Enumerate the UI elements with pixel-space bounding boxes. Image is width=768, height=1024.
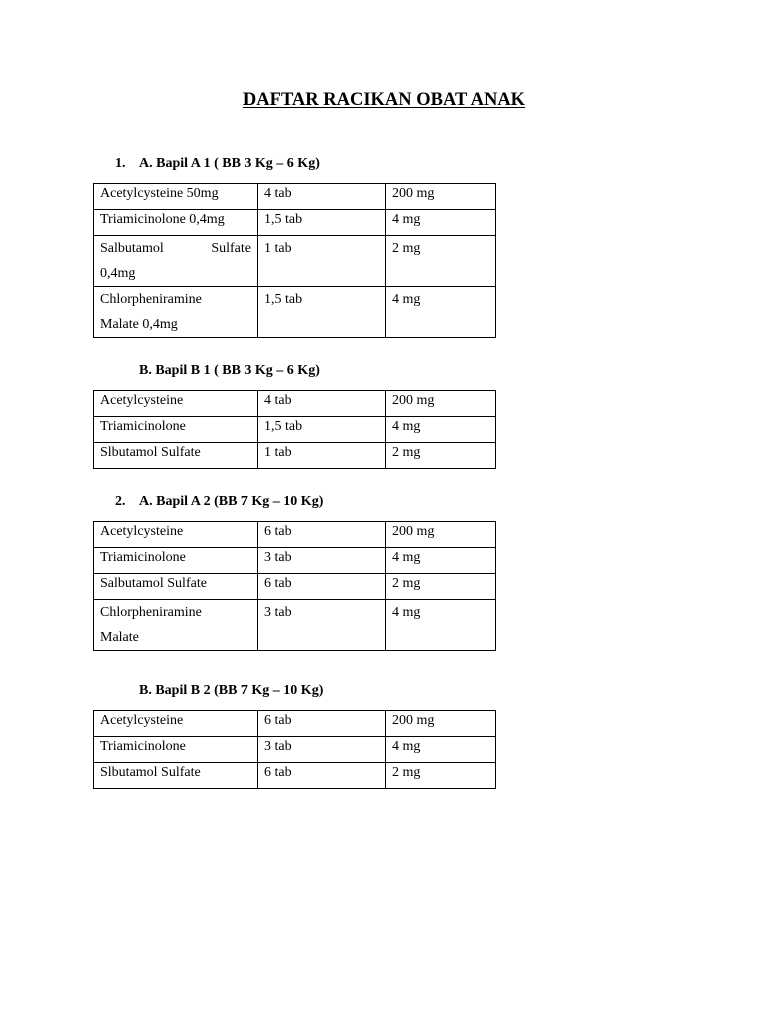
page-title: DAFTAR RACIKAN OBAT ANAK [242, 90, 526, 110]
dose-cell: 2 mg [386, 763, 496, 789]
drug-cell [94, 287, 258, 338]
section-number: 2. [115, 494, 126, 509]
dose-cell: 200 mg [386, 184, 496, 210]
dose-cell: 200 mg [386, 391, 496, 417]
dose-cell: 2 mg [386, 574, 496, 600]
drug-cell [94, 236, 258, 287]
drug-cell: Acetylcysteine [94, 711, 258, 737]
table-row [94, 574, 496, 600]
dose-cell: 2 mg [386, 236, 496, 287]
dose-cell: 4 mg [386, 210, 496, 236]
section-title: B. Bapil B 1 ( BB 3 Kg – 6 Kg) [139, 363, 320, 378]
dose-cell: 200 mg [386, 522, 496, 548]
drug-name-part: Chlorpheniramine [100, 605, 202, 620]
table-row [94, 548, 496, 574]
section-title: B. Bapil B 2 (BB 7 Kg – 10 Kg) [139, 683, 324, 698]
drug-cell: Acetylcysteine 50mg [94, 184, 258, 210]
drug-cell [94, 600, 258, 651]
drug-cell: Slbutamol Sulfate [94, 763, 258, 789]
dose-cell: 4 mg [386, 417, 496, 443]
section-title: A. Bapil A 1 ( BB 3 Kg – 6 Kg) [139, 156, 320, 171]
dose-cell: 2 mg [386, 443, 496, 469]
table-row [94, 417, 496, 443]
table-row [94, 711, 496, 737]
quantity-cell: 1 tab [258, 443, 386, 469]
drug-name-part: Chlorpheniramine [100, 292, 202, 307]
quantity-cell: 1,5 tab [258, 287, 386, 338]
drug-cell: Slbutamol Sulfate [94, 443, 258, 469]
drug-cell: Triamicinolone [94, 548, 258, 574]
dose-cell: 200 mg [386, 711, 496, 737]
quantity-cell: 6 tab [258, 763, 386, 789]
drug-cell: Triamicinolone [94, 417, 258, 443]
dose-cell: 4 mg [386, 600, 496, 651]
drug-name-part: Salbutamol [100, 241, 164, 256]
table-row [94, 391, 496, 417]
recipe-table-b2 [93, 710, 496, 789]
section-title: A. Bapil A 2 (BB 7 Kg – 10 Kg) [139, 494, 324, 509]
recipe-table-a2 [93, 521, 496, 651]
quantity-cell: 6 tab [258, 711, 386, 737]
drug-name-part: 0,4mg [100, 266, 136, 281]
section-number: 1. [115, 156, 126, 171]
table-row [94, 443, 496, 469]
drug-name-part: Sulfate [211, 241, 251, 256]
quantity-cell: 1 tab [258, 236, 386, 287]
quantity-cell: 3 tab [258, 600, 386, 651]
table-row [94, 287, 496, 338]
recipe-table-a1 [93, 183, 496, 338]
drug-cell: Triamicinolone 0,4mg [94, 210, 258, 236]
table-row [94, 236, 496, 287]
quantity-cell: 3 tab [258, 737, 386, 763]
dose-cell: 4 mg [386, 287, 496, 338]
drug-cell: Acetylcysteine [94, 391, 258, 417]
recipe-table-b1 [93, 390, 496, 469]
table-row [94, 737, 496, 763]
quantity-cell: 6 tab [258, 522, 386, 548]
table-row [94, 184, 496, 210]
quantity-cell: 1,5 tab [258, 210, 386, 236]
quantity-cell: 1,5 tab [258, 417, 386, 443]
drug-name-part: Malate 0,4mg [100, 317, 178, 332]
dose-cell: 4 mg [386, 548, 496, 574]
quantity-cell: 4 tab [258, 391, 386, 417]
table-row [94, 763, 496, 789]
drug-name-part: Malate [100, 630, 139, 645]
drug-cell: Acetylcysteine [94, 522, 258, 548]
table-row [94, 522, 496, 548]
dose-cell: 4 mg [386, 737, 496, 763]
drug-cell: Salbutamol Sulfate [94, 574, 258, 600]
table-row [94, 600, 496, 651]
quantity-cell: 6 tab [258, 574, 386, 600]
quantity-cell: 3 tab [258, 548, 386, 574]
drug-cell: Triamicinolone [94, 737, 258, 763]
quantity-cell: 4 tab [258, 184, 386, 210]
table-row [94, 210, 496, 236]
